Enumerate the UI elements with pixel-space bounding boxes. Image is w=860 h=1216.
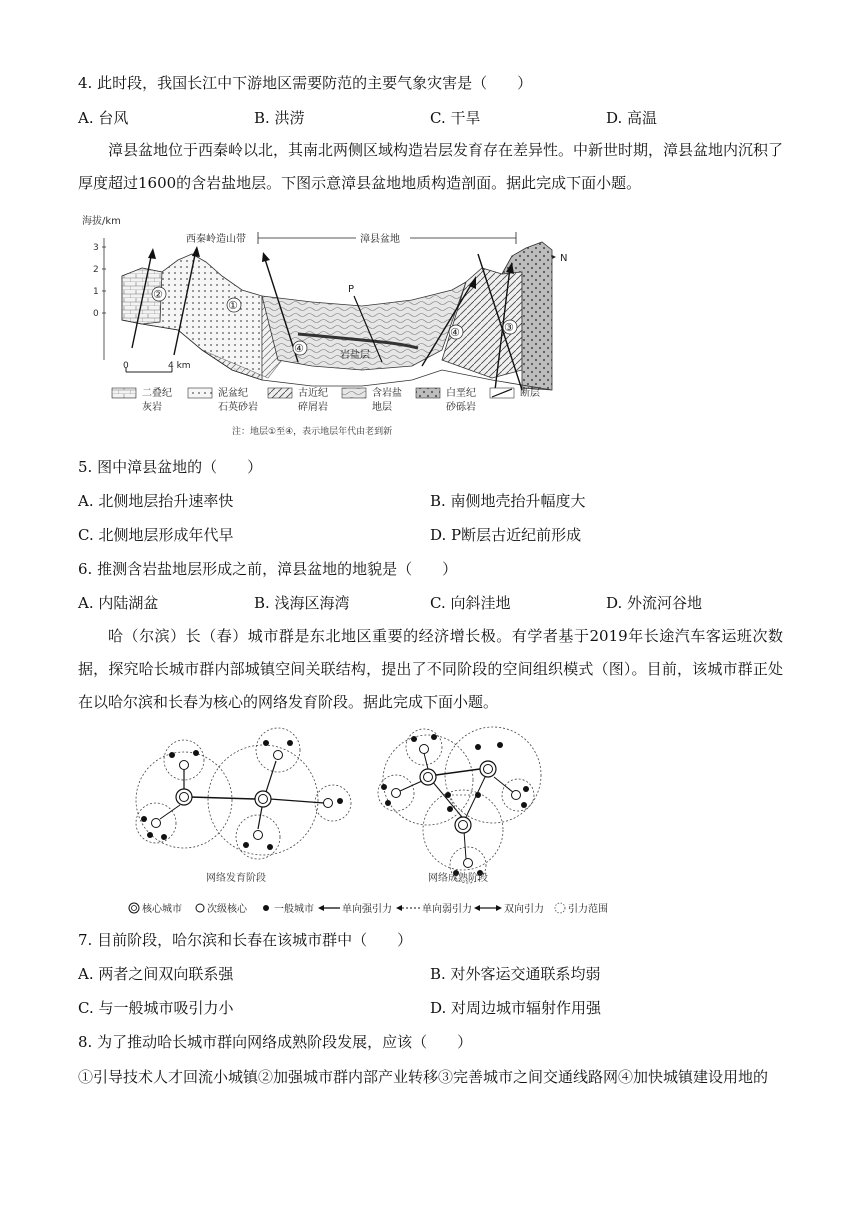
question-5-stem: 5. 图中漳县盆地的（ ） (78, 458, 263, 476)
network-development-stage (136, 728, 351, 884)
legend-core-city: 核心城市 (142, 904, 182, 915)
geology-cross-section-figure (82, 210, 602, 440)
q4-option-a[interactable]: A. 台风 (78, 109, 129, 127)
question-5-options-row1 (78, 490, 778, 512)
label-north: N (560, 253, 568, 264)
question-7-options-row1 (78, 963, 778, 985)
y-tick-2: 2 (93, 265, 99, 275)
y-tick-1: 1 (93, 287, 99, 297)
q5-option-d[interactable]: D. P断层古近纪前形成 (430, 526, 582, 544)
legend-twoway: 双向引力 (504, 904, 544, 915)
q6-option-a[interactable]: A. 内陆湖盆 (78, 594, 159, 612)
passage-harbin-changchun: 哈（尔滨）长（春）城市群是东北地区重要的经济增长极。有学者基于2019年长途汽车客运班次数据，探究哈长城市群内部城镇空间关联结构，提出了不同阶段的空间组织模式（图）。目前，该城市群正处在以哈尔滨和长春为核心的网络发育阶段。据此完成下面小题。 (78, 627, 783, 711)
question-5-options-row2 (78, 524, 778, 546)
q7-option-d[interactable]: D. 对周边城市辐射作用强 (430, 999, 602, 1017)
legend-3-line2: 碎屑岩 (298, 402, 328, 413)
q6-option-b[interactable]: B. 浅海区海湾 (254, 594, 350, 612)
legend-2-line1: 泥盆纪 (218, 388, 248, 399)
scale-zero: 0 (123, 361, 129, 371)
legend-5-line2: 砂砾岩 (446, 402, 476, 413)
label-zhangxian-basin: 漳县盆地 (360, 234, 400, 245)
y-tick-3: 3 (93, 243, 99, 253)
legend-1-line2: 灰岩 (142, 402, 162, 413)
q4-option-d[interactable]: D. 高温 (606, 109, 658, 127)
legend-1-line1: 二叠纪 (142, 388, 172, 399)
legend-3-line1: 古近纪 (298, 388, 328, 399)
q5-option-b[interactable]: B. 南侧地壳抬升幅度大 (430, 492, 586, 510)
question-8-choices-line: ①引导技术人才回流小城镇②加强城市群内部产业转移③完善城市之间交通线路网④加快城镇建设用地的 (78, 1068, 769, 1086)
q4-option-c[interactable]: C. 干旱 (430, 109, 481, 127)
caption-mature: 网络成熟阶段 (428, 873, 488, 884)
stratum-4-north: ④ (450, 326, 460, 339)
stratum-3: ③ (504, 321, 514, 334)
stratum-1: ① (228, 299, 238, 312)
question-6-options (78, 592, 778, 614)
legend-strong-oneway: 单向强引力 (342, 904, 392, 915)
passage-zhangxian: 漳县盆地位于西秦岭以北，其南北两侧区域构造岩层发育存在差异性。中新世时期，漳县盆地内沉积了厚度超过1600的含岩盐地层。下图示意漳县盆地地质构造剖面。据此完成下面小题。 (78, 141, 784, 192)
network-mature-stage (378, 727, 541, 884)
q6-option-d[interactable]: D. 外流河谷地 (606, 594, 703, 612)
scale-km: 4 km (168, 361, 191, 371)
network-legend (129, 902, 608, 915)
question-4-stem: 4. 此时段，我国长江中下游地区需要防范的主要气象灾害是（ ） (78, 74, 533, 92)
legend-weak-oneway: 单向弱引力 (422, 904, 472, 915)
figure-note: 注：地层①至④，表示地层年代由老到新 (232, 427, 393, 437)
legend-4-line2: 地层 (372, 402, 392, 413)
y-tick-0: 0 (93, 309, 99, 319)
geology-legend (112, 386, 540, 413)
stratum-4-south: ④ (294, 342, 304, 355)
y-axis-title: 海拔/km (82, 216, 121, 227)
q6-option-c[interactable]: C. 向斜洼地 (430, 594, 511, 612)
q5-option-c[interactable]: C. 北侧地层形成年代早 (78, 526, 234, 544)
legend-6-line1: 断层 (520, 388, 540, 399)
q7-option-a[interactable]: A. 两者之间双向联系强 (78, 965, 234, 983)
caption-development: 网络发育阶段 (206, 873, 266, 884)
legend-gravity-range: 引力范围 (568, 904, 608, 915)
urban-network-figure (128, 725, 618, 920)
legend-5-line1: 白垩纪 (446, 388, 476, 399)
q7-option-b[interactable]: B. 对外客运交通联系均弱 (430, 965, 601, 983)
legend-general-city: 一般城市 (274, 904, 314, 915)
stratum-2: ② (153, 288, 163, 301)
label-fault-p: P (348, 284, 355, 295)
question-7-stem: 7. 目前阶段，哈尔滨和长春在该城市群中（ ） (78, 931, 413, 949)
legend-4-line1: 含岩盐 (372, 388, 402, 399)
q5-option-a[interactable]: A. 北侧地层抬升速率快 (78, 492, 234, 510)
question-7-options-row2 (78, 997, 778, 1019)
legend-2-line2: 石英砂岩 (218, 402, 258, 413)
label-west-qinling: 西秦岭造山带 (186, 234, 246, 245)
question-8-stem: 8. 为了推动哈长城市群向网络成熟阶段发展，应该（ ） (78, 1033, 473, 1051)
question-4-options (78, 107, 778, 129)
label-salt-layer: 岩盐层 (340, 350, 370, 361)
legend-secondary-core: 次级核心 (207, 904, 247, 915)
question-6-stem: 6. 推测含岩盐地层形成之前，漳县盆地的地貌是（ ） (78, 560, 458, 578)
q7-option-c[interactable]: C. 与一般城市吸引力小 (78, 999, 234, 1017)
q4-option-b[interactable]: B. 洪涝 (254, 109, 305, 127)
